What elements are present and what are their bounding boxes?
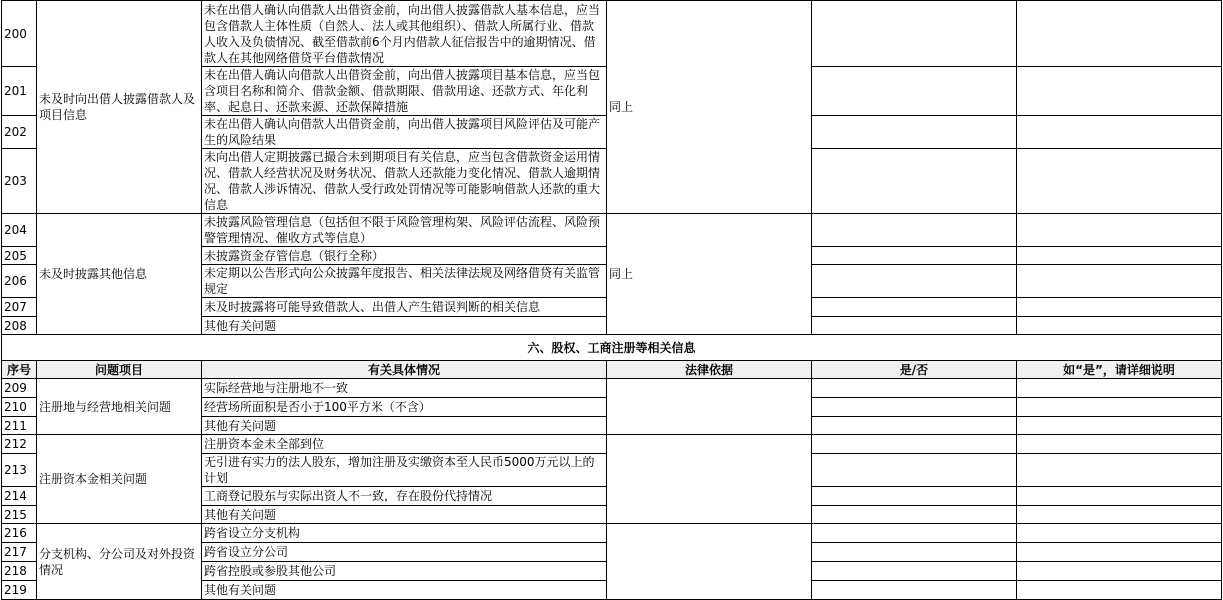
detail-cell: 其他有关问题: [202, 581, 607, 600]
explain-cell[interactable]: [1017, 116, 1222, 149]
row-number: 207: [2, 298, 37, 317]
basis-cell: 同上: [607, 1, 812, 214]
yesno-cell[interactable]: [812, 116, 1017, 149]
detail-cell: 未在出借人确认向借款人出借资金前，向出借人披露项目风险评估及可能产生的风险结果: [202, 116, 607, 149]
table-row: [2, 379, 1222, 398]
explain-cell[interactable]: [1017, 581, 1222, 600]
detail-cell: 未披露资金存管信息（银行全称）: [202, 247, 607, 265]
detail-cell: 其他有关问题: [202, 417, 607, 435]
detail-cell: 未及时披露将可能导致借款人、出借人产生错误判断的相关信息: [202, 298, 607, 317]
header-basis: 法律依据: [607, 361, 812, 379]
explain-cell[interactable]: [1017, 149, 1222, 214]
header-num: 序号: [2, 361, 37, 379]
explain-cell[interactable]: [1017, 379, 1222, 398]
explain-cell[interactable]: [1017, 543, 1222, 562]
detail-cell: 工商登记股东与实际出资人不一致，存在股份代持情况: [202, 487, 607, 506]
yesno-cell[interactable]: [812, 524, 1017, 543]
table-row: [2, 435, 1222, 454]
group-label: 分支机构、分公司及对外投资情况: [37, 524, 202, 600]
group-label: 注册地与经营地相关问题: [37, 379, 202, 435]
table-row: [2, 1, 1222, 67]
explain-cell[interactable]: [1017, 398, 1222, 417]
row-number: 200: [2, 1, 37, 67]
yesno-cell[interactable]: [812, 487, 1017, 506]
row-number: 215: [2, 506, 37, 524]
explain-cell[interactable]: [1017, 247, 1222, 265]
explain-cell[interactable]: [1017, 317, 1222, 335]
detail-cell: 无引进有实力的法人股东，增加注册及实缴资本至人民币5000万元以上的计划: [202, 454, 607, 487]
detail-cell: 未定期以公告形式向公众披露年度报告、相关法律法规及网络借贷有关监管规定: [202, 265, 607, 298]
row-number: 212: [2, 435, 37, 454]
basis-cell[interactable]: [607, 379, 812, 435]
header-explain: 如“是”，请详细说明: [1017, 361, 1222, 379]
yesno-cell[interactable]: [812, 435, 1017, 454]
detail-cell: 未披露风险管理信息（包括但不限于风险管理构架、风险评估流程、风险预警管理情况、催收方式等信息）: [202, 214, 607, 247]
header-yesno: 是/否: [812, 361, 1017, 379]
yesno-cell[interactable]: [812, 581, 1017, 600]
detail-cell: 其他有关问题: [202, 317, 607, 335]
detail-cell: 跨省控股或参股其他公司: [202, 562, 607, 581]
row-number: 202: [2, 116, 37, 149]
basis-cell[interactable]: [607, 524, 812, 600]
detail-cell: 未在出借人确认向借款人出借资金前，向出借人披露借款人基本信息，应当包含借款人主体性质（自然人、法人或其他组织）、借款人所属行业、借款人收入及负债情况、截至借款前6个月内借款人征信报告中的逾期情况、借款人在其他网络借贷平台借款情况: [202, 1, 607, 67]
row-number: 217: [2, 543, 37, 562]
explain-cell[interactable]: [1017, 214, 1222, 247]
section-title-row: [2, 335, 1222, 361]
row-number: 204: [2, 214, 37, 247]
row-number: 214: [2, 487, 37, 506]
yesno-cell[interactable]: [812, 543, 1017, 562]
header-detail: 有关具体情况: [202, 361, 607, 379]
detail-cell: 经营场所面积是否小于100平方米（不含）: [202, 398, 607, 417]
yesno-cell[interactable]: [812, 1, 1017, 67]
row-number: 218: [2, 562, 37, 581]
row-number: 219: [2, 581, 37, 600]
explain-cell[interactable]: [1017, 67, 1222, 116]
row-number: 205: [2, 247, 37, 265]
explain-cell[interactable]: [1017, 562, 1222, 581]
row-number: 201: [2, 67, 37, 116]
explain-cell[interactable]: [1017, 524, 1222, 543]
section-title: 六、股权、工商注册等相关信息: [2, 335, 1222, 361]
table-row: [2, 524, 1222, 543]
yesno-cell[interactable]: [812, 317, 1017, 335]
yesno-cell[interactable]: [812, 454, 1017, 487]
header-item: 问题项目: [37, 361, 202, 379]
yesno-cell[interactable]: [812, 214, 1017, 247]
yesno-cell[interactable]: [812, 298, 1017, 317]
yesno-cell[interactable]: [812, 67, 1017, 116]
explain-cell[interactable]: [1017, 298, 1222, 317]
detail-cell: 实际经营地与注册地不一致: [202, 379, 607, 398]
yesno-cell[interactable]: [812, 149, 1017, 214]
detail-cell: 未向出借人定期披露已撮合未到期项目有关信息，应当包含借款资金运用情况、借款人经营状况及财务状况、借款人还款能力变化情况、借款人逾期情况、借款人涉诉情况、借款人受行政处罚情况等可能影响借款人还款的重大信息: [202, 149, 607, 214]
yesno-cell[interactable]: [812, 506, 1017, 524]
explain-cell[interactable]: [1017, 487, 1222, 506]
basis-cell: 同上: [607, 214, 812, 335]
explain-cell[interactable]: [1017, 417, 1222, 435]
inspection-table: [1, 0, 1222, 600]
row-number: 209: [2, 379, 37, 398]
row-number: 203: [2, 149, 37, 214]
row-number: 213: [2, 454, 37, 487]
basis-cell[interactable]: [607, 435, 812, 524]
row-number: 216: [2, 524, 37, 543]
detail-cell: 未在出借人确认向借款人出借资金前，向出借人披露项目基本信息，应当包含项目名称和简介、借款金额、借款期限、借款用途、还款方式、年化利率、起息日、还款来源、还款保障措施: [202, 67, 607, 116]
group-label: 注册资本金相关问题: [37, 435, 202, 524]
explain-cell[interactable]: [1017, 435, 1222, 454]
row-number: 211: [2, 417, 37, 435]
yesno-cell[interactable]: [812, 379, 1017, 398]
explain-cell[interactable]: [1017, 1, 1222, 67]
group-label: 未及时披露其他信息: [37, 214, 202, 335]
row-number: 210: [2, 398, 37, 417]
yesno-cell[interactable]: [812, 398, 1017, 417]
explain-cell[interactable]: [1017, 454, 1222, 487]
explain-cell[interactable]: [1017, 506, 1222, 524]
detail-cell: 跨省设立分支机构: [202, 524, 607, 543]
explain-cell[interactable]: [1017, 265, 1222, 298]
row-number: 206: [2, 265, 37, 298]
detail-cell: 其他有关问题: [202, 506, 607, 524]
yesno-cell[interactable]: [812, 265, 1017, 298]
table-row: [2, 214, 1222, 247]
detail-cell: 跨省设立分公司: [202, 543, 607, 562]
detail-cell: 注册资本金未全部到位: [202, 435, 607, 454]
yesno-cell[interactable]: [812, 562, 1017, 581]
yesno-cell[interactable]: [812, 247, 1017, 265]
row-number: 208: [2, 317, 37, 335]
header-row: [2, 361, 1222, 379]
yesno-cell[interactable]: [812, 417, 1017, 435]
group-label: 未及时向出借人披露借款人及项目信息: [37, 1, 202, 214]
